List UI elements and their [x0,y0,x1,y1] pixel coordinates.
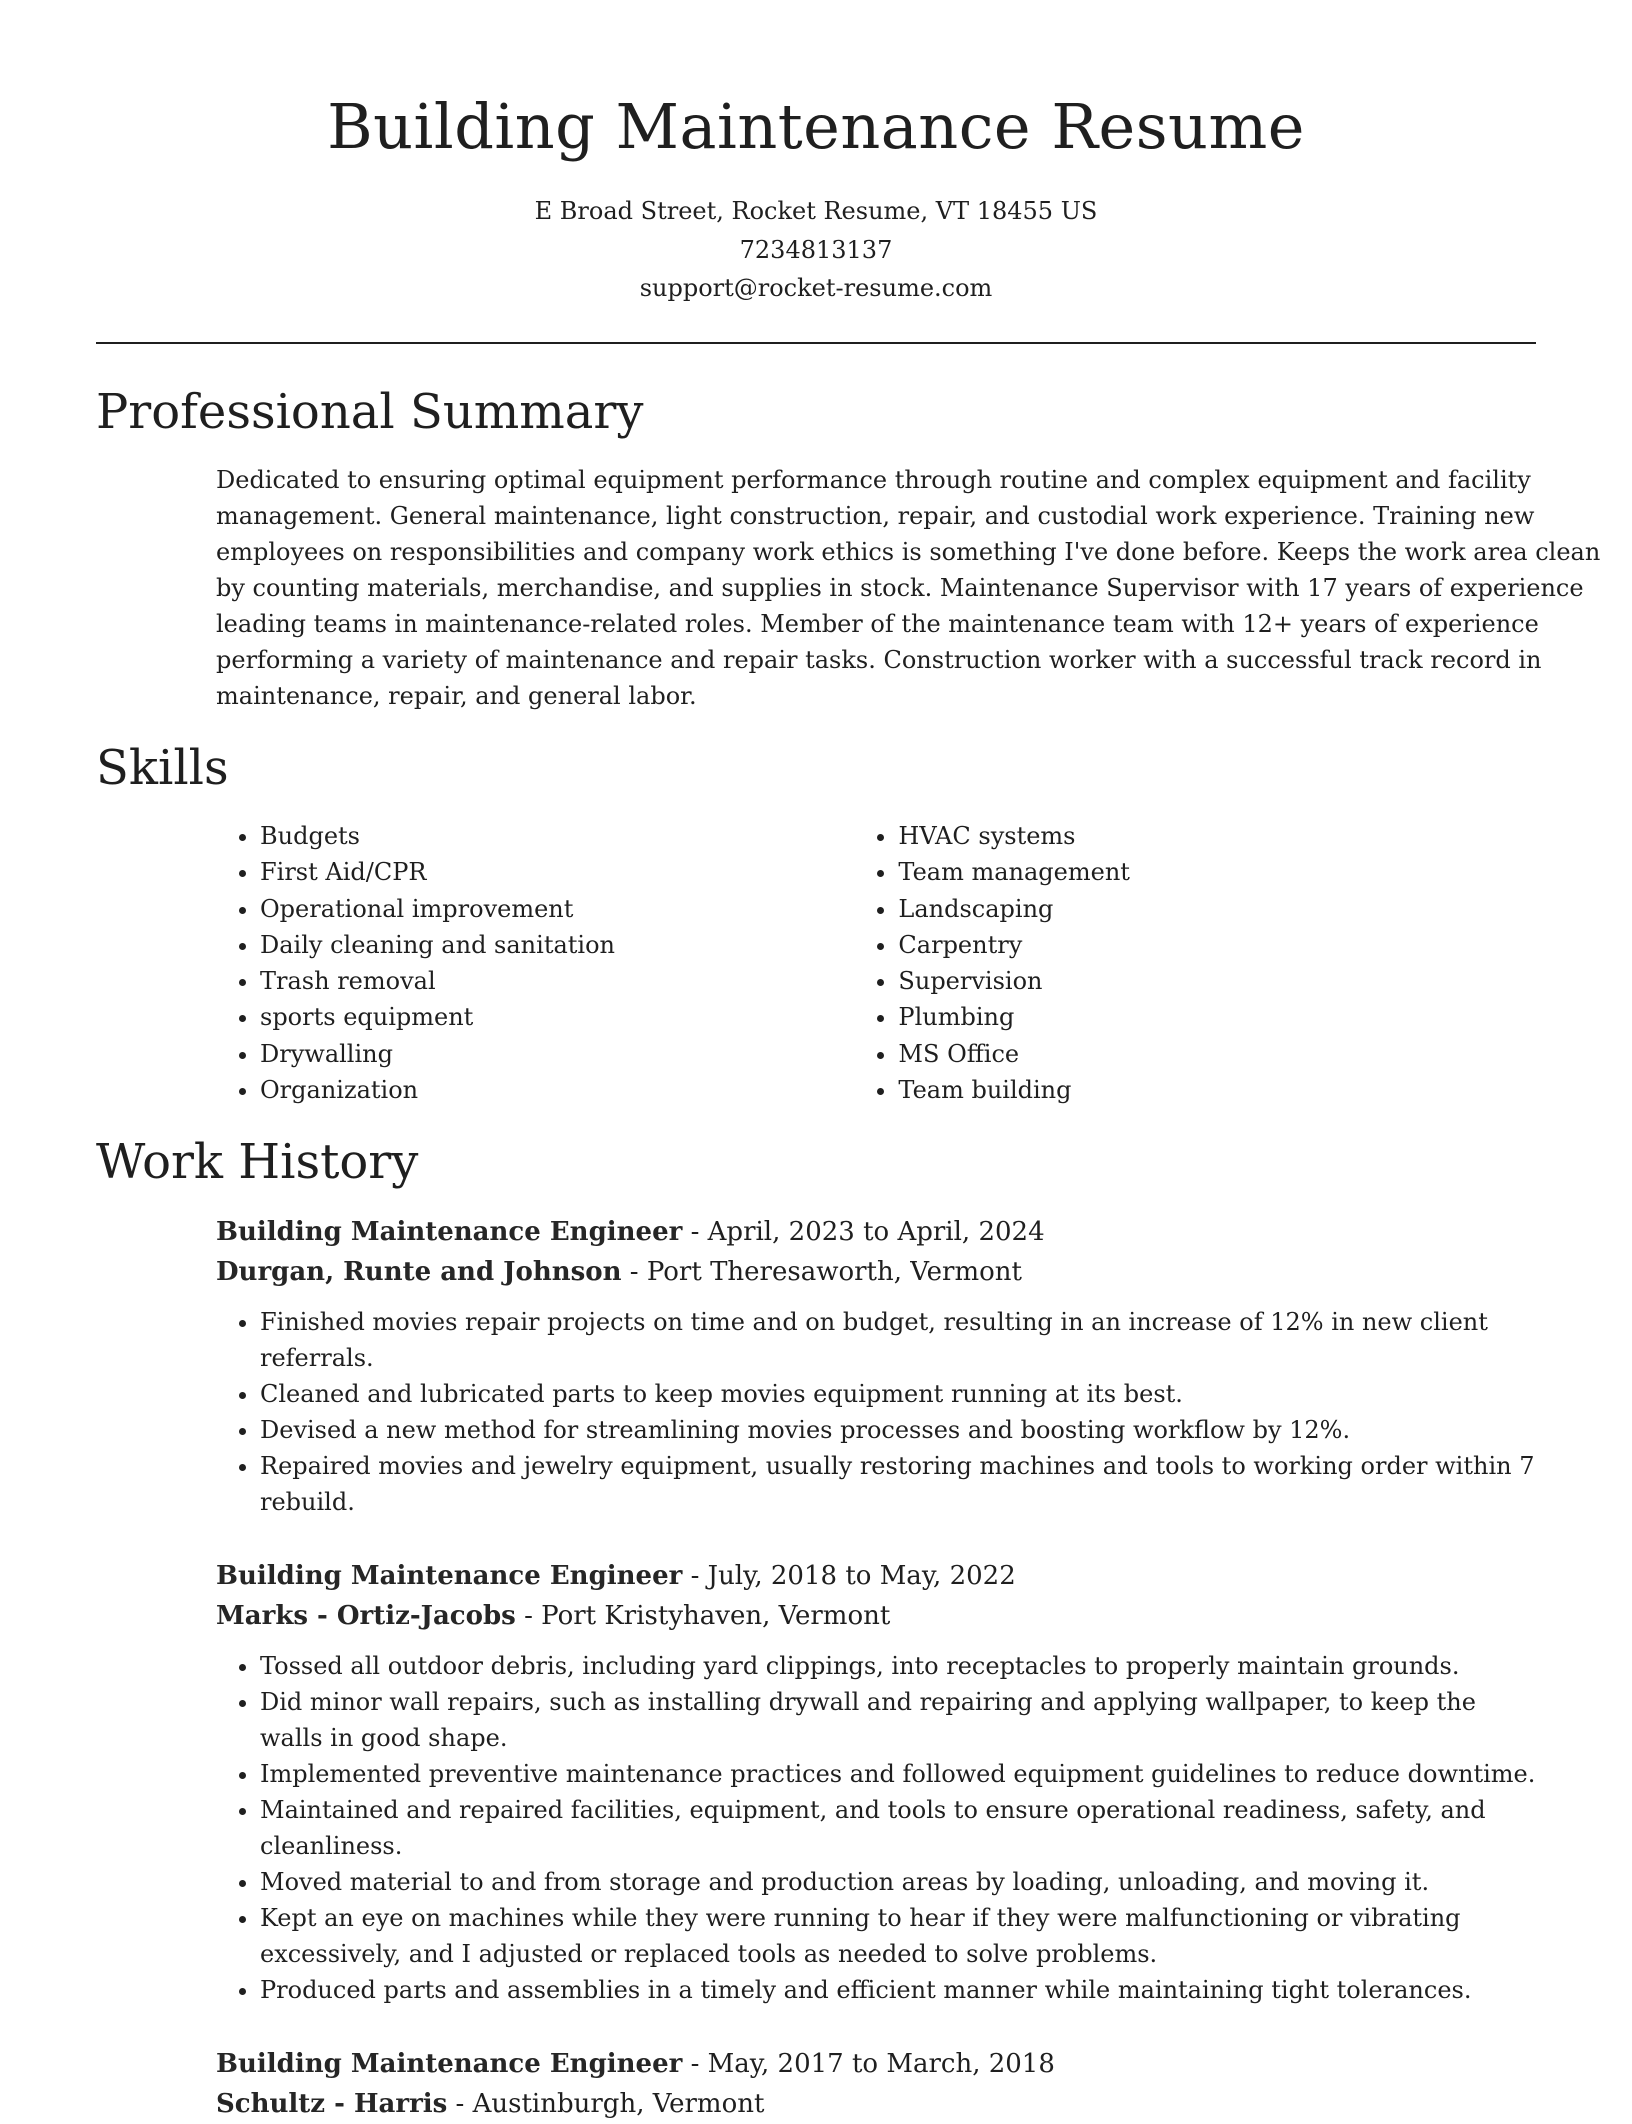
skill-item: • Landscaping [898,891,1536,927]
job-bullet: • Tossed all outdoor debris, including yard clippings, into receptacles to properly maintain grounds. [260,1648,1536,1684]
skill-item: • Team management [898,854,1536,890]
skill-item: • Supervision [898,963,1536,999]
header-divider [96,342,1536,344]
skills-heading: Skills [96,740,229,796]
summary-heading: Professional Summary [96,384,644,440]
skills-column-left [216,818,854,1108]
job-bullet: • Finished movies repair projects on time and on budget, resulting in an increase of 12% in new client referrals. [260,1304,1536,1376]
skill-item: • Operational improvement [260,891,854,927]
job-bullet: • Produced parts and assemblies in a timely and efficient manner while maintaining tight tolerances. [260,1972,1536,2008]
job-title-line [216,1212,1536,1252]
job-company: Schultz - Harris [216,2089,448,2119]
job-bullets [216,1648,1536,2008]
job-title-line [216,1556,1536,1596]
contact-block [96,192,1536,308]
contact-phone: 7234813137 [739,235,893,264]
skill-item: • First Aid/CPR [260,854,854,890]
skill-item: • Trash removal [260,963,854,999]
job-company: Marks - Ortiz-Jacobs [216,1601,516,1631]
job-title: Building Maintenance Engineer [216,1217,683,1247]
job-bullet: • Maintained and repaired facilities, equipment, and tools to ensure operational readiness, safety, and cleanliness. [260,1792,1536,1864]
job-dates: - April, 2023 to April, 2024 [682,1217,1045,1247]
skill-item: • Organization [260,1072,854,1108]
job-entry [216,1556,1536,2008]
job-company-line [216,2084,1536,2124]
skill-item: • Budgets [260,818,854,854]
skill-item: • sports equipment [260,999,854,1035]
skills-list [216,818,1536,1108]
job-company-line [216,1596,1536,1636]
skill-item: • Drywalling [260,1036,854,1072]
skill-item: • MS Office [898,1036,1536,1072]
resume-title: Building Maintenance Resume [327,90,1305,163]
job-bullet: • Repaired movies and jewelry equipment, usually restoring machines and tools to working order within 7 rebuild. [260,1448,1536,1520]
job-bullet: • Devised a new method for streamlining movies processes and boosting workflow by 12%. [260,1412,1536,1448]
job-entry [216,1212,1536,1520]
job-title: Building Maintenance Engineer [216,2049,683,2079]
job-bullet: • Kept an eye on machines while they were running to hear if they were malfunctioning or vibrating excessively, and I adjusted or replaced tools as needed to solve problems. [260,1900,1536,1972]
skill-item: • Carpentry [898,927,1536,963]
job-bullets [216,1304,1536,1520]
skill-item: • Daily cleaning and sanitation [260,927,854,963]
contact-email: support@rocket-resume.com [639,274,993,302]
job-dates: - July, 2018 to May, 2022 [682,1561,1016,1591]
job-title: Building Maintenance Engineer [216,1561,683,1591]
job-location: - Austinburgh, Vermont [447,2089,765,2119]
skills-column-right [854,818,1536,1108]
job-bullet: • Did minor wall repairs, such as installing drywall and repairing and applying wallpaper, to keep the walls in good shape. [260,1684,1536,1756]
job-bullet: • Implemented preventive maintenance practices and followed equipment guidelines to reduce downtime. [260,1756,1536,1792]
job-company: Durgan, Runte and Johnson [216,1257,622,1287]
job-dates: - May, 2017 to March, 2018 [682,2049,1055,2079]
job-bullet: • Cleaned and lubricated parts to keep movies equipment running at its best. [260,1376,1536,1412]
contact-address: E Broad Street, Rocket Resume, VT 18455 US [534,197,1098,225]
job-entry [216,2044,1536,2124]
job-bullet: • Moved material to and from storage and production areas by loading, unloading, and moving it. [260,1864,1536,1900]
job-company-line [216,1252,1536,1292]
summary-text: Dedicated to ensuring optimal equipment performance through routine and complex equipment and facility management. General maintenance, light construction, repair, and custodial work experience. Training new employees on responsibilities and company work ethics is something I've done before. Keeps the work area clean by counting materials, merchandise, and supplies in stock. Maintenance Supervisor with 17 years of experience leading teams in maintenance-related roles. Member of the maintenance team with 12+ years of experience performing a variety of maintenance and repair tasks. Construction worker with a successful track record in maintenance, repair, and general labor. [216,466,1601,710]
job-location: - Port Kristyhaven, Vermont [515,1601,891,1631]
skill-item: • HVAC systems [898,818,1536,854]
skill-item: • Plumbing [898,999,1536,1035]
job-location: - Port Theresaworth, Vermont [621,1257,1022,1287]
work-history-heading: Work History [96,1134,419,1190]
job-title-line [216,2044,1536,2084]
skill-item: • Team building [898,1072,1536,1108]
